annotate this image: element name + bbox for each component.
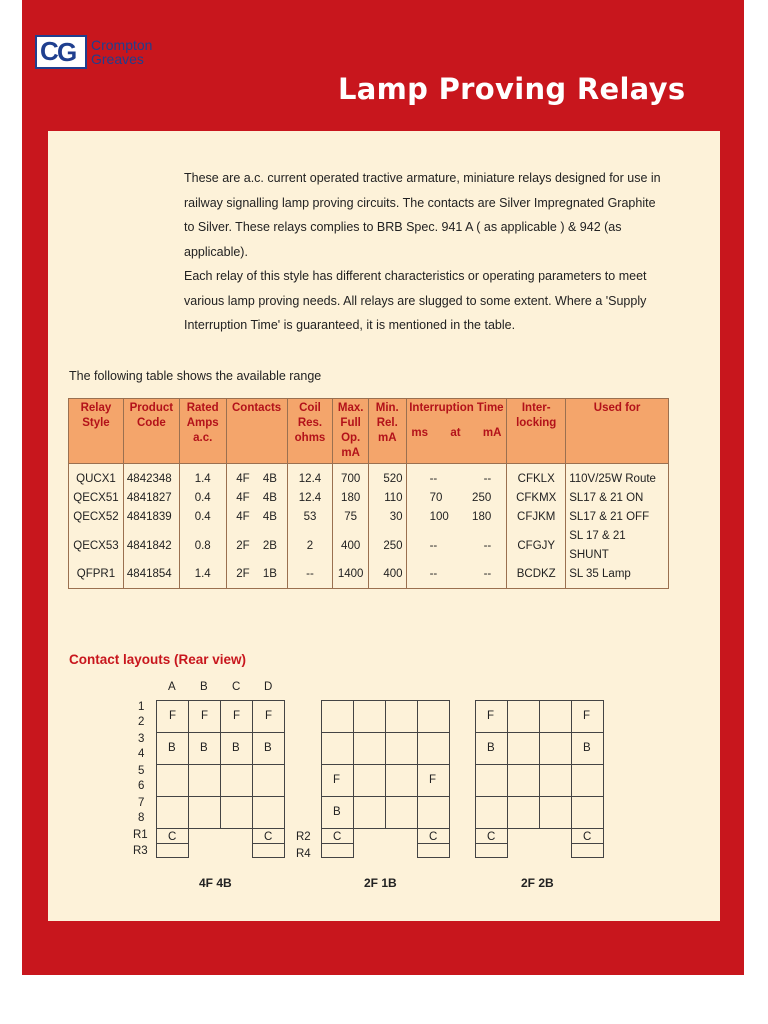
r2-label: R2 <box>296 831 311 843</box>
f-contact-label: F <box>429 774 437 786</box>
contact-front: 4F <box>236 492 250 504</box>
table-cell-use: 110V/25W Route <box>566 464 669 490</box>
table-cell-style: QECX53 <box>69 527 124 565</box>
table-cell-min: 250 <box>368 527 406 565</box>
table-cell-min: 400 <box>368 565 406 589</box>
table-cell-coil: -- <box>287 565 333 589</box>
contact-back: 1B <box>262 568 277 580</box>
layout-2f2b-cell <box>507 700 540 733</box>
layout-2f1b-cell <box>321 732 354 765</box>
table-cell-code: 4841839 <box>123 508 179 527</box>
table-cell-interruption <box>406 508 507 527</box>
table-cell-interruption <box>406 565 507 589</box>
c-contact-label: C <box>429 831 438 843</box>
header-int-ma: mA <box>482 427 502 439</box>
header-interruption-time <box>406 399 507 464</box>
f-contact-label: F <box>487 710 495 722</box>
table-cell-use: SL17 & 21 ON <box>566 489 669 508</box>
f-contact-label: F <box>333 774 341 786</box>
b-contact-label: B <box>168 742 176 754</box>
layout-2f2b-cell <box>475 764 508 797</box>
column-label: D <box>264 681 273 693</box>
table-cell-amps: 1.4 <box>179 464 226 490</box>
column-label: B <box>200 681 208 693</box>
layout-2f1b-cell <box>353 764 386 797</box>
table-row <box>69 489 669 508</box>
layout-2f1b-cell <box>417 732 450 765</box>
table-caption: The following table shows the available range <box>69 369 322 383</box>
table-cell-amps: 1.4 <box>179 565 226 589</box>
table-row <box>69 527 669 565</box>
page-title: Lamp Proving Relays <box>338 72 686 106</box>
layout-2f1b-cell <box>385 796 418 829</box>
b-contact-label: B <box>200 742 208 754</box>
table-cell-max: 400 <box>333 527 369 565</box>
table-cell-interruption <box>406 527 507 565</box>
table-cell-style: QECX51 <box>69 489 124 508</box>
layout-4f4b-cell <box>252 796 285 829</box>
table-cell-interruption <box>406 464 507 490</box>
header-max-full-op: Max. Full Op. mA <box>333 399 369 464</box>
layout-2f2b-cell <box>507 796 540 829</box>
f-contact-label: F <box>265 710 273 722</box>
intro-paragraph-2: Each relay of this style has different characteristics or operating parameters to meet various lamp proving needs. All relays are slugged to some extent. Where a 'Supply Interruption Time' is guaranteed, it is mentioned in the table. <box>184 269 647 332</box>
header-used-for: Used for <box>566 399 669 464</box>
table-cell-max: 75 <box>333 508 369 527</box>
interruption-ms: -- <box>429 473 438 485</box>
interruption-ms: 70 <box>429 492 443 504</box>
f-contact-label: F <box>233 710 241 722</box>
f-contact-label: F <box>169 710 177 722</box>
table-cell-use: SL17 & 21 OFF <box>566 508 669 527</box>
header-interlocking: Inter- locking <box>507 399 566 464</box>
layout-2f1b-cell <box>321 700 354 733</box>
b-contact-label: B <box>333 806 341 818</box>
c-contact-label: C <box>264 831 273 843</box>
r4-label: R4 <box>296 848 311 860</box>
table-cell-use: SL 17 & 21 SHUNT <box>566 527 669 565</box>
c-contact-label: C <box>583 831 592 843</box>
intro-paragraph-1: These are a.c. current operated tractive armature, miniature relays designed for use in railway signalling lamp proving circuits. The contacts are Silver Impregnated Graphite to Silver. These relays complies to BRB Spec. 941 A ( as applicable ) & 942 (as applicable). <box>184 171 661 259</box>
layout-caption-2f1b: 2F 1B <box>364 876 397 890</box>
layout-2f1b-cell <box>385 732 418 765</box>
table-cell-style: QUCX1 <box>69 464 124 490</box>
row-number-label: R1 <box>133 829 148 841</box>
row-number-label: 7 <box>138 797 145 809</box>
layout-2f2b-cell <box>539 764 572 797</box>
header-interruption-label: Interruption Time <box>409 402 504 414</box>
layout-2f2b-cell <box>475 796 508 829</box>
layout-2f2b-r-cell <box>475 843 508 858</box>
table-cell-amps: 0.8 <box>179 527 226 565</box>
header-product-code: Product Code <box>123 399 179 464</box>
row-number-label: 4 <box>138 748 145 760</box>
layout-2f1b-r-cell <box>321 843 354 858</box>
contact-back: 2B <box>262 539 277 552</box>
table-cell-amps: 0.4 <box>179 508 226 527</box>
interruption-ma: 180 <box>472 511 492 523</box>
b-contact-label: B <box>232 742 240 754</box>
b-contact-label: B <box>264 742 272 754</box>
layout-4f4b-cell <box>156 764 189 797</box>
interruption-ma: -- <box>483 539 492 552</box>
table-cell-style: QFPR1 <box>69 565 124 589</box>
row-number-label: 2 <box>138 716 145 728</box>
table-row <box>69 565 669 589</box>
table-cell-lock: CFJKM <box>507 508 566 527</box>
table-cell-code: 4842348 <box>123 464 179 490</box>
layout-2f1b-cell <box>353 732 386 765</box>
table-cell-min: 520 <box>368 464 406 490</box>
contact-front: 4F <box>236 473 250 485</box>
contact-layouts-title: Contact layouts (Rear view) <box>69 652 247 667</box>
c-contact-label: C <box>168 831 177 843</box>
layout-4f4b-cell <box>188 796 221 829</box>
layout-2f1b-r-cell <box>417 843 450 858</box>
layout-4f4b-cell <box>156 796 189 829</box>
table-cell-lock: CFKLX <box>507 464 566 490</box>
header-int-at: at <box>450 427 461 439</box>
layout-2f2b-cell <box>571 796 604 829</box>
contact-back: 4B <box>262 492 277 504</box>
table-row <box>69 464 669 490</box>
layout-2f2b-cell <box>571 764 604 797</box>
header-int-ms: ms <box>411 427 429 439</box>
table-cell-amps: 0.4 <box>179 489 226 508</box>
table-cell-contacts <box>226 527 287 565</box>
interruption-ms: 100 <box>429 511 449 523</box>
c-contact-label: C <box>333 831 342 843</box>
company-logo <box>35 35 152 69</box>
table-cell-coil: 12.4 <box>287 464 333 490</box>
layout-2f2b-cell <box>539 700 572 733</box>
table-cell-coil: 2 <box>287 527 333 565</box>
intro-text <box>184 166 662 338</box>
table-cell-coil: 12.4 <box>287 489 333 508</box>
interruption-ma: -- <box>483 568 492 580</box>
table-cell-contacts <box>226 464 287 490</box>
table-cell-max: 700 <box>333 464 369 490</box>
row-number-label: 5 <box>138 765 145 777</box>
b-contact-label: B <box>487 742 495 754</box>
b-contact-label: B <box>583 742 591 754</box>
layout-caption-4f4b: 4F 4B <box>199 876 232 890</box>
table-cell-lock: BCDKZ <box>507 565 566 589</box>
table-header-row <box>69 399 669 464</box>
layout-2f2b-cell <box>539 732 572 765</box>
table-cell-code: 4841827 <box>123 489 179 508</box>
table-cell-contacts <box>226 489 287 508</box>
table-cell-contacts <box>226 565 287 589</box>
layout-2f1b-cell <box>353 700 386 733</box>
row-number-label: 8 <box>138 812 145 824</box>
row-number-label: 6 <box>138 780 145 792</box>
layout-4f4b-cell <box>188 764 221 797</box>
table-row <box>69 508 669 527</box>
table-cell-lock: CFKMX <box>507 489 566 508</box>
table-cell-max: 180 <box>333 489 369 508</box>
company-name <box>91 38 152 66</box>
header-rated-amps: Rated Amps a.c. <box>179 399 226 464</box>
interruption-ms: -- <box>429 568 438 580</box>
column-label: A <box>168 681 176 693</box>
row-number-label: 1 <box>138 701 145 713</box>
c-contact-label: C <box>487 831 496 843</box>
contact-front: 4F <box>236 511 250 523</box>
layout-2f2b-cell <box>539 796 572 829</box>
layout-2f1b-cell <box>385 700 418 733</box>
table-cell-code: 4841854 <box>123 565 179 589</box>
layout-4f4b-r-cell <box>252 843 285 858</box>
contact-front: 2F <box>236 539 250 552</box>
table-cell-contacts <box>226 508 287 527</box>
layout-2f1b-cell <box>353 796 386 829</box>
table-cell-min: 110 <box>368 489 406 508</box>
layout-caption-2f2b: 2F 2B <box>521 876 554 890</box>
row-number-label: 3 <box>138 733 145 745</box>
table-cell-coil: 53 <box>287 508 333 527</box>
interruption-ma: -- <box>483 473 492 485</box>
layout-4f4b-r-cell <box>156 843 189 858</box>
layout-2f2b-cell <box>507 764 540 797</box>
table-cell-code: 4841842 <box>123 527 179 565</box>
layout-2f2b-cell <box>507 732 540 765</box>
layout-4f4b-cell <box>252 764 285 797</box>
layout-2f1b-cell <box>417 796 450 829</box>
layout-2f2b-r-cell <box>571 843 604 858</box>
table-cell-use: SL 35 Lamp <box>566 565 669 589</box>
table-cell-interruption <box>406 489 507 508</box>
table-cell-min: 30 <box>368 508 406 527</box>
layout-4f4b-cell <box>220 796 253 829</box>
header-relay-style: Relay Style <box>69 399 124 464</box>
company-name-line1: Crompton <box>91 37 153 53</box>
company-name-line2: Greaves <box>91 51 144 67</box>
row-number-label: R3 <box>133 845 148 857</box>
contact-back: 4B <box>262 511 277 523</box>
header-contacts: Contacts <box>226 399 287 464</box>
layout-2f1b-cell <box>385 764 418 797</box>
contact-back: 4B <box>262 473 277 485</box>
layout-4f4b-cell <box>220 764 253 797</box>
column-label: C <box>232 681 241 693</box>
f-contact-label: F <box>201 710 209 722</box>
table-cell-style: QECX52 <box>69 508 124 527</box>
interruption-ma: 250 <box>472 492 492 504</box>
relay-range-table <box>68 398 669 589</box>
layout-2f1b-cell <box>417 700 450 733</box>
contact-front: 2F <box>236 568 250 580</box>
table-cell-max: 1400 <box>333 565 369 589</box>
interruption-ms: -- <box>429 539 438 552</box>
table-cell-lock: CFGJY <box>507 527 566 565</box>
f-contact-label: F <box>583 710 591 722</box>
cg-logo-icon: C G <box>35 35 87 69</box>
header-coil-res: Coil Res. ohms <box>287 399 333 464</box>
header-min-rel: Min. Rel. mA <box>368 399 406 464</box>
